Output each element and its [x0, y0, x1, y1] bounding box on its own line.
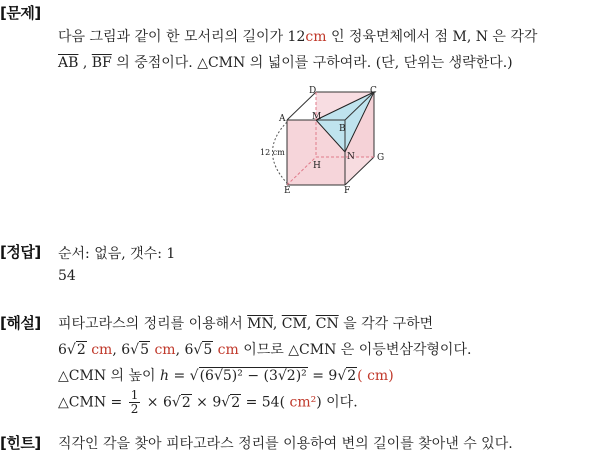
unit-cm2: cm²: [285, 394, 317, 411]
label-edge-length: 12 cm: [260, 148, 285, 157]
segment-ab: $\overline{AB}$: [58, 55, 79, 71]
explanation-line-2: 6√2 cm, 6√5 cm, 6√5 cm 이므로 △CMN 은 이등변삼각형이다.: [58, 342, 472, 358]
label-d: D: [309, 86, 317, 96]
unit-cm: cm: [150, 342, 176, 358]
label-n: N: [347, 152, 355, 162]
explanation-line-4: △CMN = $\frac{1}{2}$ × 6√2 × 9√2 = 54( cm²) 이다.: [58, 388, 358, 416]
text: 피타고라스의 정리를 이용해서: [58, 316, 248, 332]
unit-cm: cm: [86, 342, 113, 358]
segment-cm: $\overline{CM}$: [281, 316, 307, 332]
label-b: B: [339, 124, 346, 134]
text: × 9: [191, 394, 222, 411]
unit-cm: cm: [362, 368, 389, 384]
explanation-label: [해설]: [0, 314, 41, 332]
problem-text: 의 중점이다. △CMN 의 넓이를 구하여라. (단, 단위는 생략한다.): [111, 55, 513, 71]
denominator: 2: [130, 402, 139, 416]
fraction-half: [129, 389, 141, 416]
problem-label: [문제]: [0, 4, 41, 22]
explanation-line-1: [58, 313, 433, 333]
sqrt-value: 2: [76, 342, 86, 358]
hint-text: 직각인 각을 찾아 피타고라스 정리를 이용하여 변의 길이를 찾아낸 수 있다.: [58, 436, 513, 452]
text: , 6: [175, 342, 194, 358]
segment-bf: $\overline{BF}$: [91, 55, 112, 71]
paren: (: [357, 368, 363, 384]
text: ,: [306, 316, 316, 332]
answer-label: [정답]: [0, 243, 41, 261]
text: △CMN =: [58, 394, 127, 411]
label-e: E: [284, 186, 291, 196]
sqrt-value: 5: [203, 342, 213, 358]
label-f: F: [344, 186, 351, 196]
label-h: H: [313, 161, 321, 171]
text: ) 이다.: [316, 394, 358, 411]
explanation-line-3: △CMN 의 높이 h = √(6√5)² − (3√2)² = 9√2( cm): [58, 368, 394, 384]
text: 을 각각 구하면: [338, 316, 434, 332]
text: ,: [272, 316, 282, 332]
text: = 9: [307, 368, 338, 384]
sqrt-value: 2: [231, 394, 241, 411]
text: 이므로 △CMN 은 이등변삼각형이다.: [238, 342, 472, 358]
paren: ): [388, 368, 394, 384]
separator: ,: [78, 55, 92, 71]
unit-cm: cm: [213, 342, 239, 358]
unit-cm: cm: [305, 29, 327, 45]
text: =: [169, 368, 190, 384]
label-m: M: [312, 112, 322, 122]
text: × 6: [142, 394, 172, 411]
label-a: A: [279, 114, 286, 124]
text: △CMN 의 높이: [58, 368, 160, 384]
sqrt-value: 5: [140, 342, 149, 358]
sqrt-value: 2: [181, 394, 191, 411]
sqrt-expression: (6√5)² − (3√2)²: [199, 368, 307, 384]
answer-line: 순서: 없음, 갯수: 1: [58, 246, 176, 262]
var-h: h: [160, 368, 170, 384]
answer-value: 54: [58, 268, 76, 284]
numerator: 1: [130, 388, 139, 402]
text: , 6: [112, 342, 131, 358]
sqrt-value: 2: [347, 368, 357, 384]
segment-cn: $\overline{CN}$: [315, 316, 339, 332]
label-g: G: [377, 153, 385, 163]
text: = 54(: [241, 394, 286, 411]
problem-text: 다음 그림과 같이 한 모서리의 길이가 12: [58, 29, 306, 45]
text: 6: [58, 342, 67, 358]
problem-text: 인 정육면체에서 점 M, N 은 각각: [326, 29, 538, 45]
hint-label: [힌트]: [0, 434, 41, 452]
label-c: C: [370, 86, 377, 96]
segment-mn: $\overline{MN}$: [247, 316, 273, 332]
